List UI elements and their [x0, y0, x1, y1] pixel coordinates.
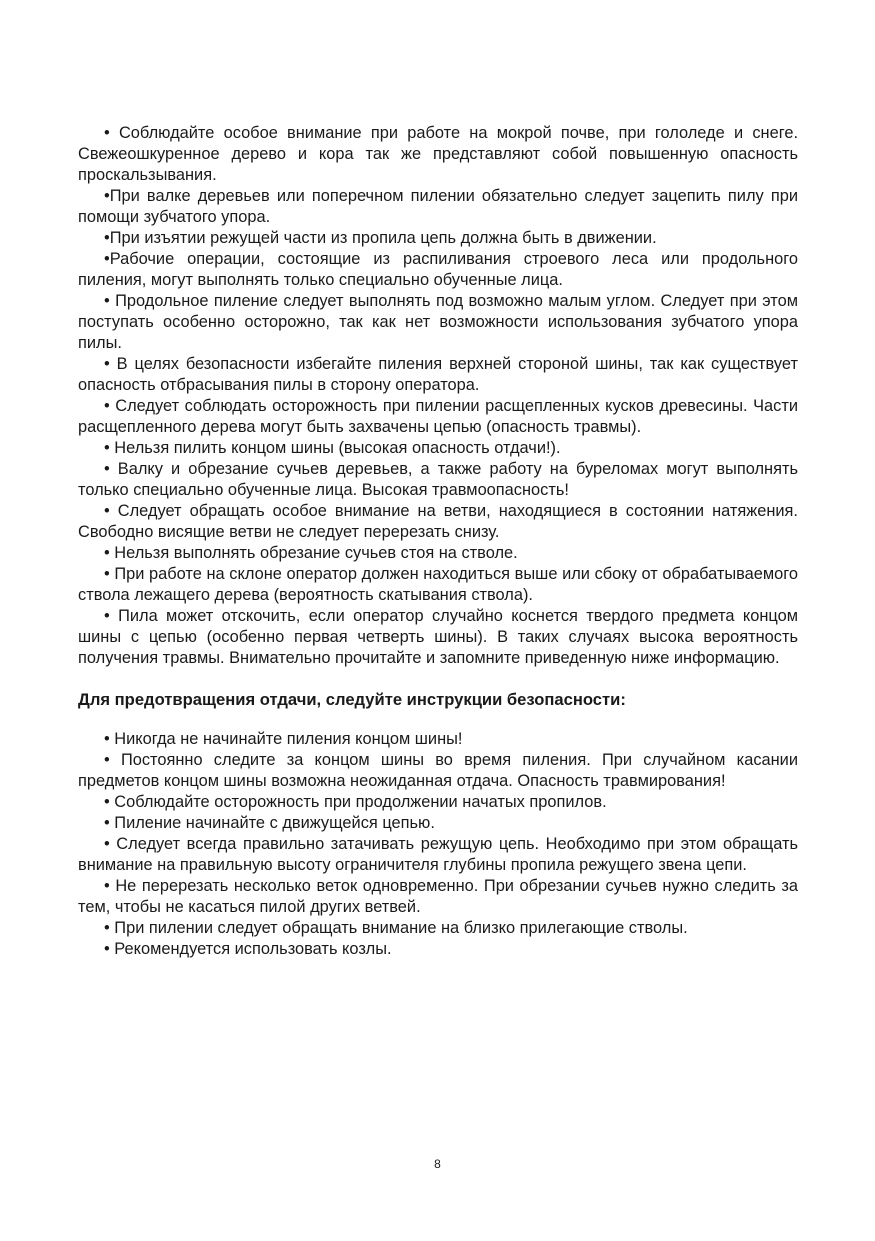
safety-item: •Рабочие операции, состоящие из распиливания строевого леса или продольного пиления, могут выполнять только специально обученные лица. [78, 250, 798, 289]
safety-item: • Нельзя пилить концом шины (высокая опасность отдачи!). [104, 439, 561, 457]
page-number: 8 [434, 1157, 441, 1171]
safety-item: • Пила может отскочить, если оператор случайно коснется твердого предмета концом шины с цепью (особенно первая четверть шины). В таких случаях высока вероятность получения травмы. Внимательно прочитайте и запомните приведенную ниже информацию. [78, 607, 798, 667]
safety-item: • В целях безопасности избегайте пиления верхней стороной шины, так как существует опасность отбрасывания пилы в сторону оператора. [78, 355, 798, 394]
safety-item: • При работе на склоне оператор должен находиться выше или сбоку от обрабатываемого ствола лежащего дерева (вероятность скатывания ствола). [78, 565, 798, 604]
safety-item: • Следует обращать особое внимание на ветви, находящиеся в состоянии натяжения. Свободно висящие ветви не следует перерезать снизу. [78, 502, 798, 541]
kickback-item: • Рекомендуется использовать козлы. [104, 940, 392, 958]
kickback-item: • Постоянно следите за концом шины во время пиления. При случайном касании предметов концом шины возможна неожиданная отдача. Опасность травмирования! [78, 751, 798, 790]
safety-item: •При валке деревьев или поперечном пилении обязательно следует зацепить пилу при помощи зубчатого упора. [78, 187, 798, 226]
kickback-rules-section [78, 729, 798, 960]
safety-item: • Следует соблюдать осторожность при пилении расщепленных кусков древесины. Части расщепленного дерева могут быть захвачены цепью (опасность травмы). [78, 397, 798, 436]
kickback-item: • При пилении следует обращать внимание на близко прилегающие стволы. [104, 919, 688, 937]
safety-item: • Нельзя выполнять обрезание сучьев стоя на стволе. [104, 544, 518, 562]
kickback-item: • Следует всегда правильно затачивать режущую цепь. Необходимо при этом обращать внимание на правильную высоту ограничителя глубины пропила режущего звена цепи. [78, 835, 798, 874]
kickback-prevention-heading: Для предотвращения отдачи, следуйте инструкции безопасности: [78, 690, 626, 709]
kickback-item: • Никогда не начинайте пиления концом шины! [104, 730, 463, 748]
safety-item: • Валку и обрезание сучьев деревьев, а также работу на буреломах могут выполнять только специально обученные лица. Высокая травмоопасность! [78, 460, 798, 499]
kickback-item: • Пиление начинайте с движущейся цепью. [104, 814, 435, 832]
document-page [78, 123, 798, 960]
safety-item: • Продольное пиление следует выполнять под возможно малым углом. Следует при этом поступать особенно осторожно, так как нет возможности использования зубчатого упора пилы. [78, 292, 798, 352]
kickback-item: • Соблюдайте осторожность при продолжении начатых пропилов. [104, 793, 607, 811]
safety-rules-section [78, 123, 798, 669]
safety-item: •При изъятии режущей части из пропила цепь должна быть в движении. [104, 229, 657, 247]
kickback-item: • Не перерезать несколько веток одновременно. При обрезании сучьев нужно следить за тем, чтобы не касаться пилой других ветвей. [78, 877, 798, 916]
safety-item: • Соблюдайте особое внимание при работе на мокрой почве, при гололеде и снеге. Свежеошкуренное дерево и кора так же представляют собой повышенную опасность проскальзывания. [78, 124, 798, 184]
